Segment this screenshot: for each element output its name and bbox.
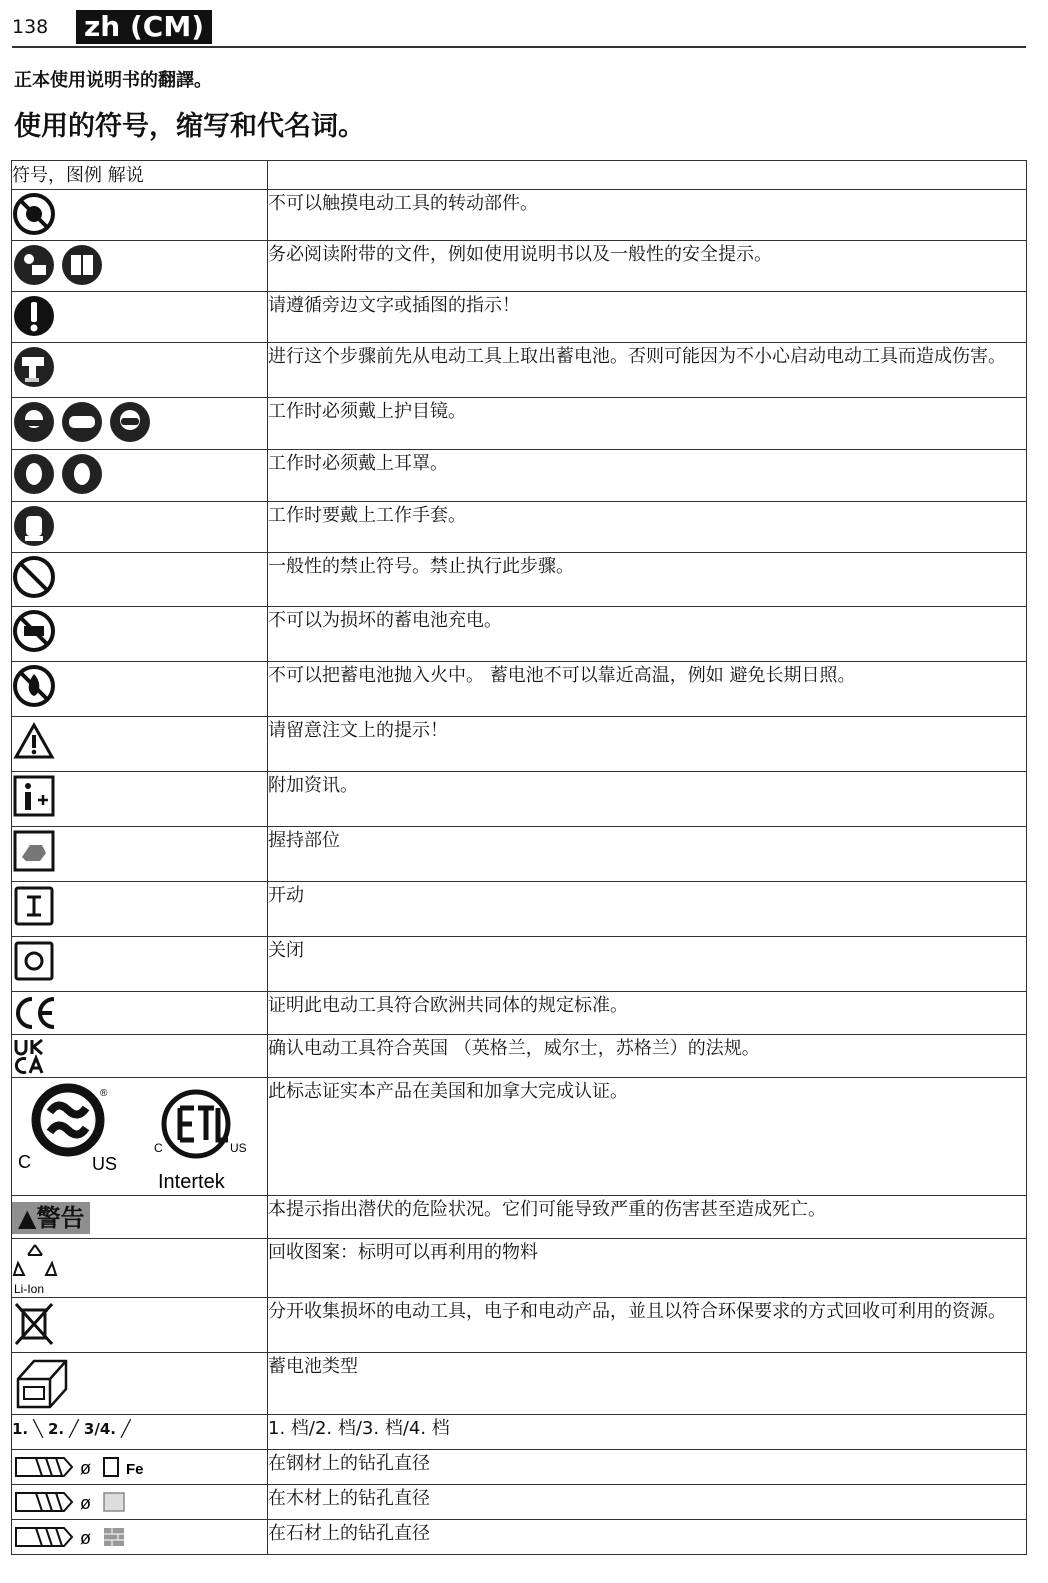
ce-mark-icon [12,994,60,1032]
drill-wood-icon [12,1487,152,1517]
symbol-cell [12,1196,268,1239]
table-row [12,1415,1027,1450]
symbol-cell [12,1415,268,1450]
warning-label-text: 警告 [36,1204,85,1232]
description-cell: 握持部位 [268,827,1027,882]
table-row [12,607,1027,662]
description-cell: 请留意注文上的提示！ [268,717,1027,772]
etl-us-label: US [230,1141,247,1155]
page-number: 138 [12,16,49,38]
gear-34-label: 3/4. [83,1420,116,1438]
description-cell: 此标志证实本产品在美国和加拿大完成认证。 [268,1078,1027,1196]
battery-type-icon [12,1355,72,1411]
table-row [12,992,1027,1035]
symbol-cell [12,992,268,1035]
page-header [12,10,1026,48]
csa-c-label: C [18,1152,31,1172]
symbol-cell [12,772,268,827]
symbol-cell [12,1520,268,1555]
info-icon [12,774,56,818]
table-row [12,190,1027,241]
fe-label: Fe [126,1461,144,1478]
warning-label-icon: ▲警告 [12,1202,90,1234]
table-row [12,553,1027,607]
table-row [12,1196,1027,1239]
prohibition-icon [12,555,56,599]
csa-us-label: US [92,1154,118,1174]
symbol-cell [12,450,268,502]
table-row [12,1520,1027,1555]
section-title: 使用的符号，缩写和代名词。 [14,111,365,142]
csa-etl-marks-icon [12,1080,248,1192]
description-cell: 蓄电池类型 [268,1353,1027,1415]
no-touch-icon [12,192,56,236]
symbol-cell [12,1239,268,1298]
gear-2-label: 2. [47,1420,65,1438]
switch-off-icon [12,939,56,983]
remove-battery-icon [12,345,56,389]
description-cell: 工作时必须戴上耳罩。 [268,450,1027,502]
recycling-li-ion-icon [12,1241,58,1295]
table-row [12,450,1027,502]
table-row [12,1035,1027,1078]
exclamation-icon [12,294,56,338]
symbol-cell [12,502,268,553]
diameter-label: ø [80,1528,91,1548]
symbol-cell [12,717,268,772]
symbol-cell [12,190,268,241]
symbols-table [11,160,1027,1555]
symbol-cell [12,882,268,937]
read-manual-icon [12,243,104,287]
symbol-cell [12,662,268,717]
description-cell: 回收图案：标明可以再利用的物料 [268,1239,1027,1298]
goggles-icon [12,400,152,444]
table-row [12,1353,1027,1415]
table-row [12,772,1027,827]
translation-note: 正本使用说明书的翻譯。 [14,70,212,91]
symbol-cell [12,1035,268,1078]
table-row [12,937,1027,992]
symbol-cell [12,1353,268,1415]
warning-triangle-icon [12,719,56,763]
symbol-cell [12,937,268,992]
intertek-label: Intertek [158,1171,225,1192]
table-row [12,827,1027,882]
symbol-cell [12,343,268,398]
diameter-label: ø [80,1493,91,1513]
table-row [12,882,1027,937]
symbol-cell [12,553,268,607]
drill-steel-icon [12,1452,152,1482]
symbol-cell [12,827,268,882]
description-cell: 1. 档/2. 档/3. 档/4. 档 [268,1415,1027,1450]
table-row [12,1450,1027,1485]
table-header-cell: 符号，图例 解说 [12,161,268,190]
grip-area-icon [12,829,56,873]
no-fire-icon [12,664,56,708]
description-cell: 一般性的禁止符号。禁止执行此步骤。 [268,553,1027,607]
li-ion-label: Li-Ion [14,1282,45,1295]
description-cell: 在石材上的钻孔直径 [268,1520,1027,1555]
table-header-row [12,161,1027,190]
table-row [12,1239,1027,1298]
symbol-cell [12,398,268,450]
description-cell: 开动 [268,882,1027,937]
description-cell: 分开收集损坏的电动工具，电子和电动产品，並且以符合环保要求的方式回收可利用的资源。 [268,1298,1027,1353]
table-row [12,241,1027,292]
description-cell: 在木材上的钻孔直径 [268,1485,1027,1520]
gears-icon: 1. ╲ 2. ╱ 3/4. ╱ [12,1419,131,1438]
description-cell: 不可以把蓄电池抛入火中。 蓄电池不可以靠近高温，例如 避免长期日照。 [268,662,1027,717]
table-row [12,398,1027,450]
drill-masonry-icon [12,1522,152,1552]
ukca-mark-icon [12,1037,52,1075]
description-cell: 本提示指出潜伏的危险状况。它们可能导致严重的伤害甚至造成死亡。 [268,1196,1027,1239]
ear-protection-icon [12,452,104,496]
description-cell: 务必阅读附带的文件，例如使用说明书以及一般性的安全提示。 [268,241,1027,292]
symbol-cell [12,1485,268,1520]
table-row [12,1485,1027,1520]
gloves-icon [12,504,56,548]
language-tag: zh (CM) [76,10,212,44]
symbol-cell [12,607,268,662]
table-row [12,1298,1027,1353]
description-cell: 工作时要戴上工作手套。 [268,502,1027,553]
description-cell: 不可以为损坏的蓄电池充电。 [268,607,1027,662]
switch-on-icon [12,884,56,928]
diameter-label: ø [80,1458,91,1478]
table-header-empty [268,161,1027,190]
description-cell: 请遵循旁边文字或插图的指示！ [268,292,1027,343]
description-cell: 附加资讯。 [268,772,1027,827]
symbol-cell [12,292,268,343]
table-row [12,502,1027,553]
table-row [12,717,1027,772]
gear-1-label: 1. [12,1420,29,1438]
etl-c-label: C [154,1141,163,1155]
description-cell: 进行这个步骤前先从电动工具上取出蓄电池。否则可能因为不小心启动电动工具而造成伤害。 [268,343,1027,398]
table-row [12,343,1027,398]
description-cell: 确认电动工具符合英国 （英格兰，威尔士，苏格兰）的法规。 [268,1035,1027,1078]
weee-bin-icon [12,1300,56,1348]
table-row [12,292,1027,343]
symbol-cell [12,241,268,292]
symbol-cell [12,1450,268,1485]
symbol-cell [12,1078,268,1196]
description-cell: 工作时必须戴上护目镜。 [268,398,1027,450]
no-charge-damaged-battery-icon [12,609,56,653]
table-row [12,1078,1027,1196]
description-cell: 关闭 [268,937,1027,992]
description-cell: 不可以触摸电动工具的转动部件。 [268,190,1027,241]
table-row [12,662,1027,717]
description-cell: 在钢材上的钻孔直径 [268,1450,1027,1485]
description-cell: 证明此电动工具符合欧洲共同体的规定标准。 [268,992,1027,1035]
svg-text:®: ® [100,1088,108,1099]
symbol-cell [12,1298,268,1353]
